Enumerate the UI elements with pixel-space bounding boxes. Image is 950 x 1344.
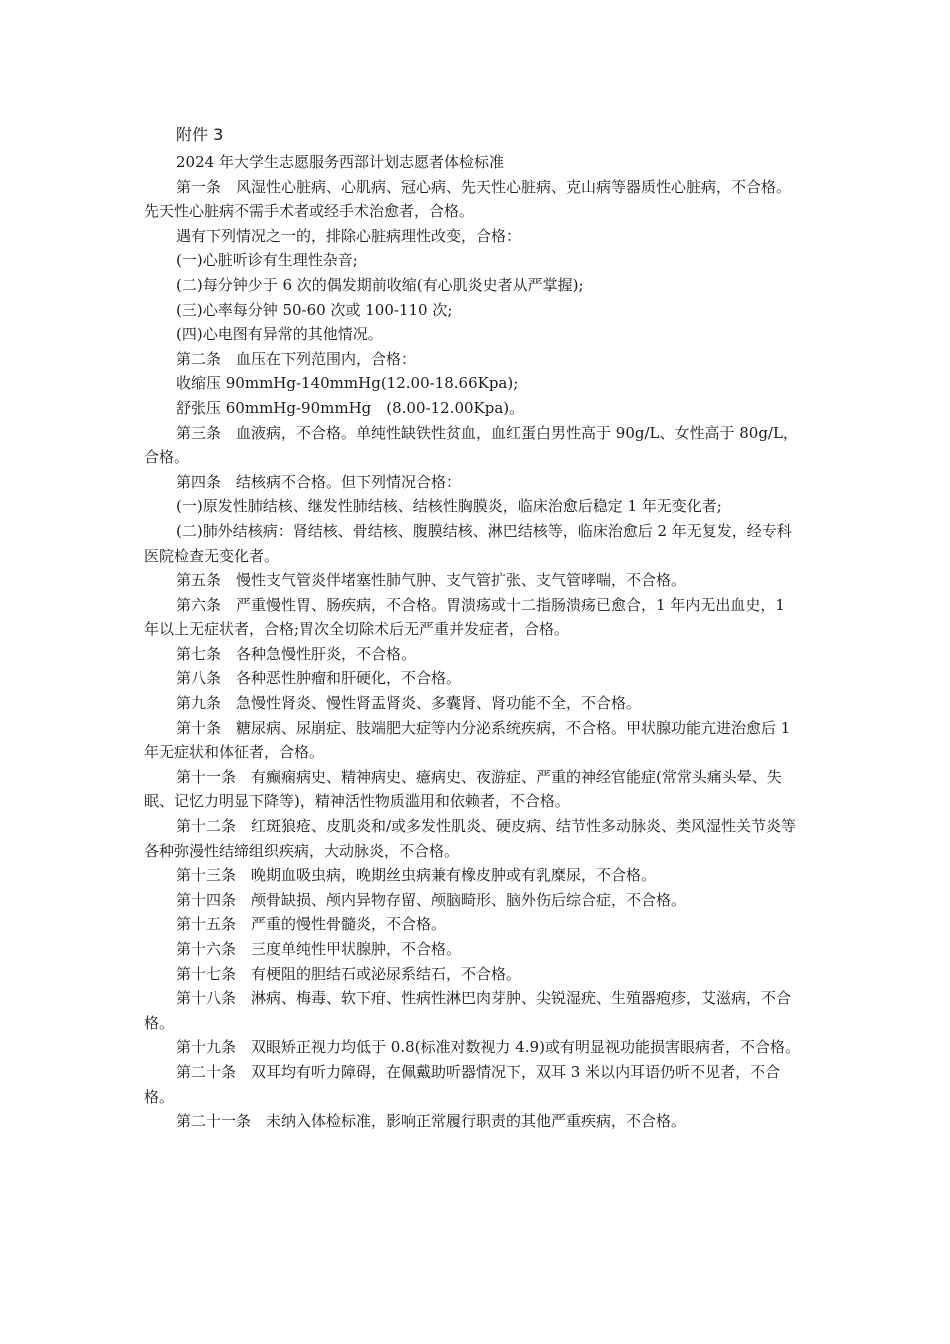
paragraph: 第三条 血液病，不合格。单纯性缺铁性贫血，血红蛋白男性高于 90g/L、女性高于 80g/L，合格。 bbox=[144, 423, 798, 467]
paragraph: 第十四条 颅骨缺损、颅内异物存留、颅脑畸形、脑外伤后综合症，不合格。 bbox=[176, 890, 687, 909]
paragraph: (三)心率每分钟 50-60 次或 100-110 次; bbox=[176, 300, 453, 319]
paragraph: 第十五条 严重的慢性骨髓炎，不合格。 bbox=[176, 915, 447, 934]
paragraph: 第七条 各种急慢性肝炎，不合格。 bbox=[176, 644, 417, 663]
paragraph: 遇有下列情况之一的，排除心脏病理性改变，合格： bbox=[176, 226, 522, 245]
paragraph: (四)心电图有异常的其他情况。 bbox=[176, 325, 383, 344]
paragraph: 第十一条 有癫痫病史、精神病史、癔病史、夜游症、严重的神经官能症(常常头痛头晕、失眠、记忆力明显下降等)，精神活性物质滥用和依赖者，不合格。 bbox=[144, 767, 782, 811]
paragraph: 第十九条 双眼矫正视力均低于 0.8(标准对数视力 4.9)或有明显视功能损害眼病者，不合格。 bbox=[176, 1038, 800, 1057]
paragraph: 第二条 血压在下列范围内，合格： bbox=[176, 349, 417, 368]
paragraph: 第十条 糖尿病、尿崩症、肢端肥大症等内分泌系统疾病，不合格。甲状腺功能亢进治愈后 1 年无症状和体征者，合格。 bbox=[144, 718, 796, 762]
article-list bbox=[144, 175, 804, 1134]
document-body bbox=[144, 122, 804, 1134]
paragraph: (二)每分钟少于 6 次的偶发期前收缩(有心肌炎史者从严掌握); bbox=[176, 275, 584, 294]
paragraph: 第十七条 有梗阻的胆结石或泌尿系结石，不合格。 bbox=[176, 964, 522, 983]
paragraph: 第二十条 双耳均有听力障碍，在佩戴助听器情况下，双耳 3 米以内耳语仍听不见者，不合格。 bbox=[144, 1062, 781, 1106]
paragraph: 第八条 各种恶性肿瘤和肝硬化，不合格。 bbox=[176, 669, 462, 688]
paragraph: 第一条 风湿性心脏病、心肌病、冠心病、先天性心脏病、克山病等器质性心脏病，不合格。先天性心脏病不需手术者或经手术治愈者，合格。 bbox=[144, 177, 792, 221]
paragraph: 第十三条 晚期血吸虫病，晚期丝虫病兼有橡皮肿或有乳糜尿，不合格。 bbox=[176, 866, 657, 885]
paragraph: 第十八条 淋病、梅毒、软下疳、性病性淋巴肉芽肿、尖锐湿疣、生殖器疱疹，艾滋病，不合格。 bbox=[144, 989, 792, 1032]
paragraph: 第五条 慢性支气管炎伴堵塞性肺气肿、支气管扩张、支气管哮喘，不合格。 bbox=[176, 571, 687, 590]
paragraph: 舒张压 60mmHg-90mmHg (8.00-12.00Kpa)。 bbox=[176, 398, 525, 417]
paragraph: 第九条 急慢性肾炎、慢性肾盂肾炎、多囊肾、肾功能不全，不合格。 bbox=[176, 694, 642, 713]
paragraph: 第十六条 三度单纯性甲状腺肿，不合格。 bbox=[176, 940, 462, 958]
paragraph: (二)肺外结核病：肾结核、骨结核、腹膜结核、淋巴结核等，临床治愈后 2 年无复发，经专科医院检查无变化者。 bbox=[144, 521, 792, 565]
paragraph: (一)心脏听诊有生理性杂音; bbox=[176, 251, 358, 270]
paragraph: 第六条 严重慢性胃、肠疾病，不合格。胃溃疡或十二指肠溃疡已愈合，1 年内无出血史，1 年以上无症状者，合格;胃次全切除术后无严重并发症者，合格。 bbox=[144, 595, 790, 639]
paragraph: 第四条 结核病不合格。但下列情况合格： bbox=[176, 472, 462, 491]
paragraph: (一)原发性肺结核、继发性肺结核、结核性胸膜炎，临床治愈后稳定 1 年无变化者; bbox=[176, 497, 722, 516]
document-title: 2024 年大学生志愿服务西部计划志愿者体检标准 bbox=[176, 153, 504, 171]
attachment-label: 附件 3 bbox=[176, 125, 224, 144]
paragraph: 第二十一条 未纳入体检标准，影响正常履行职责的其他严重疾病，不合格。 bbox=[176, 1112, 687, 1131]
paragraph: 第十二条 红斑狼疮、皮肌炎和/或多发性肌炎、硬皮病、结节性多动脉炎、类风湿性关节炎等各种弥漫性结缔组织疾病，大动脉炎，不合格。 bbox=[144, 817, 797, 860]
paragraph: 收缩压 90mmHg-140mmHg(12.00-18.66Kpa); bbox=[176, 374, 519, 393]
